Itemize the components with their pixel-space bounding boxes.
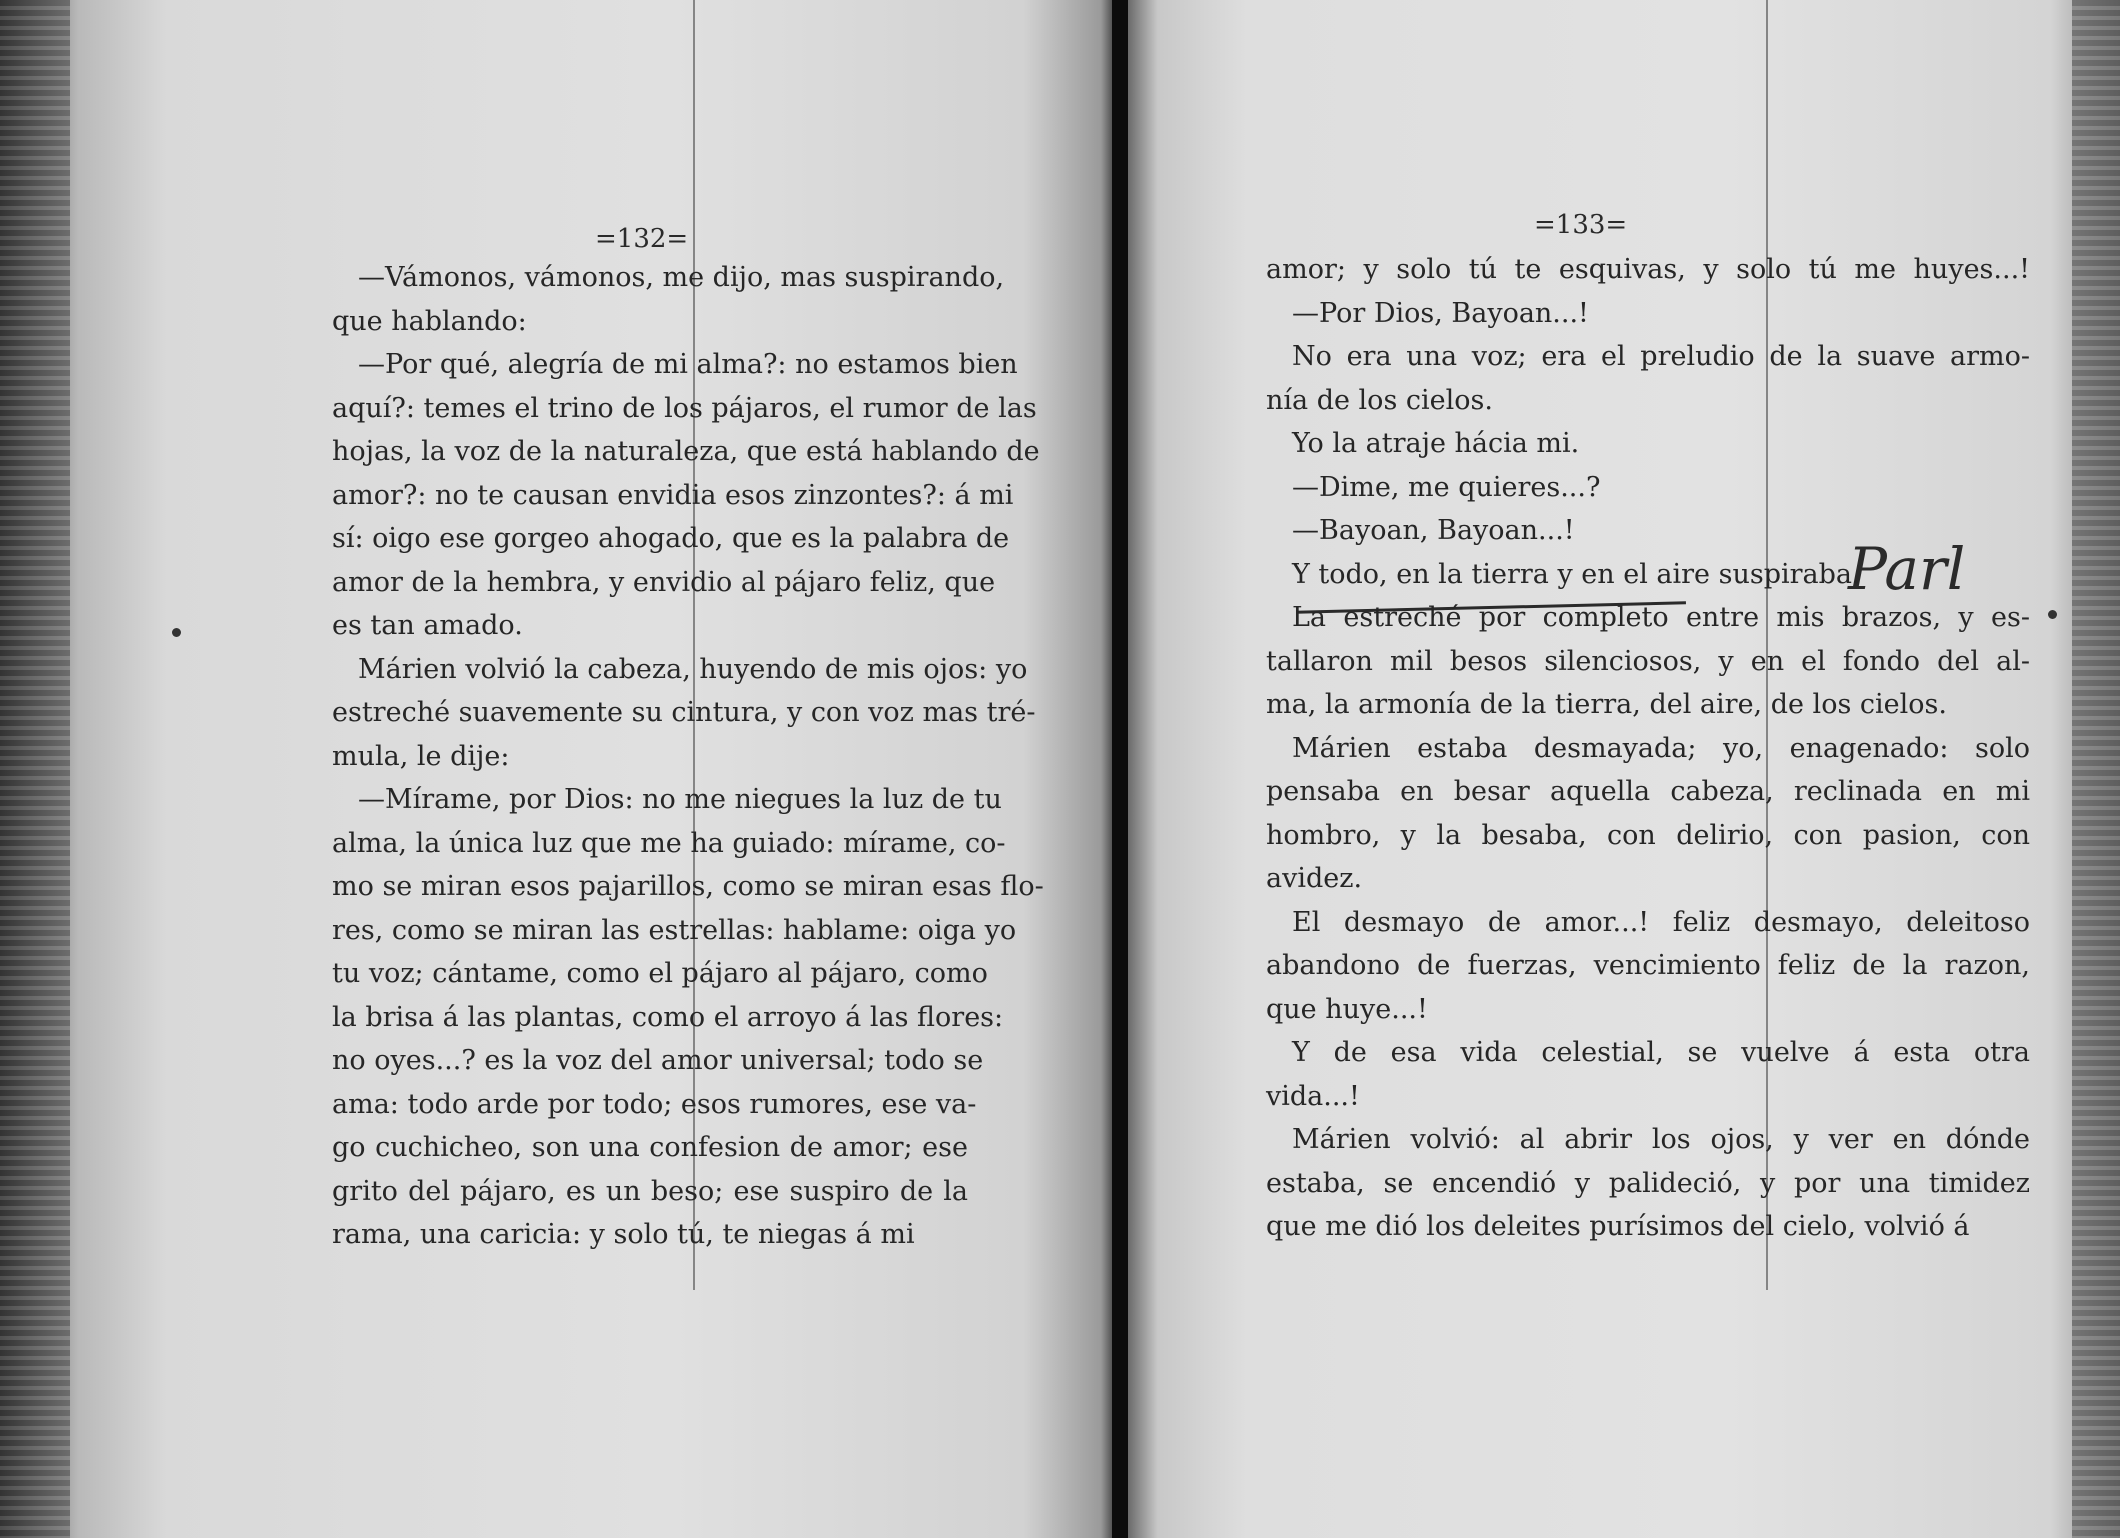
text-line: —Bayoan, Bayoan...! [1292, 515, 1575, 546]
text-line: go cuchicheo, son una confesion de amor; ese [332, 1132, 968, 1163]
text-line: No era una voz; era el preludio de la suave armo- [1292, 341, 2030, 372]
left-page-edge-shadow [0, 0, 70, 1538]
text-line: estreché suavemente su cintura, y con voz mas tré- [332, 697, 1036, 728]
right-page-edge-shadow [2072, 0, 2120, 1538]
text-line: La estreché por completo entre mis brazos, y es- [1292, 602, 2030, 633]
left-page-body [332, 256, 1044, 1257]
text-line: vida...! [1266, 1080, 1360, 1112]
book-gutter [1112, 0, 1128, 1538]
margin-speck [2048, 610, 2057, 619]
text-line: sí: oigo ese gorgeo ahogado, que es la palabra de [332, 523, 1010, 554]
text-line: Márien estaba desmayada; yo, enagenado: solo [1292, 732, 2030, 764]
text-line: pensaba en besar aquella cabeza, reclinada en mi [1266, 776, 2030, 807]
text-line: amor de la hembra, y envidio al pájaro feliz, que [332, 566, 996, 598]
text-line: —Mírame, por Dios: no me niegues la luz de tu [358, 784, 1002, 815]
text-line: es tan amado. [332, 610, 523, 641]
text-line: mula, le dije: [332, 740, 510, 772]
text-line: —Dime, me quieres...? [1292, 471, 1601, 503]
text-line: grito del pájaro, es un beso; ese suspiro de la [332, 1175, 968, 1207]
text-line: —Vámonos, vámonos, me dijo, mas suspirando, [358, 262, 1005, 293]
text-line: abandono de fuerzas, vencimiento feliz de la razon, [1266, 950, 2030, 981]
text-line: ama: todo arde por todo; esos rumores, ese va- [332, 1088, 977, 1120]
text-line: Y todo, en la tierra y en el aire suspiraba. [1292, 558, 1861, 590]
text-line: hombro, y la besaba, con delirio, con pasion, con [1266, 819, 2030, 851]
text-line: estaba, se encendió y palideció, y por una timidez [1266, 1167, 2030, 1199]
text-line: avidez. [1266, 863, 1363, 894]
text-line: nía de los cielos. [1266, 384, 1493, 416]
text-line: Márien volvió la cabeza, huyendo de mis ojos: yo [358, 653, 1028, 685]
text-line: amor; y solo tú te esquivas, y solo tú me huyes...! [1266, 254, 2030, 285]
text-line: —Por qué, alegría de mi alma?: no estamos bien [358, 349, 1018, 380]
text-line: la brisa á las plantas, como el arroyo á las flores: [332, 1001, 1004, 1033]
page-number-left: =132= [595, 224, 689, 254]
text-line: tu voz; cántame, como el pájaro al pájaro, como [332, 958, 988, 989]
text-line: mo se miran esos pajarillos, como se miran esas flo- [332, 871, 1044, 902]
page-number-right: =133= [1534, 210, 1628, 240]
margin-handwritten-note: Parl [1848, 535, 1966, 603]
text-line: Y de esa vida celestial, se vuelve á esta otra [1292, 1037, 2030, 1068]
text-line: Márien volvió: al abrir los ojos, y ver en dónde [1292, 1124, 2030, 1155]
right-page-body [1266, 248, 2030, 1249]
text-line: —Por Dios, Bayoan...! [1292, 297, 1589, 329]
text-line: tallaron mil besos silenciosos, y en el fondo del al- [1266, 645, 2030, 677]
text-line: res, como se miran las estrellas: hablame: oiga yo [332, 914, 1017, 946]
text-line: Yo la atraje hácia mi. [1292, 428, 1580, 459]
text-line: que huye...! [1266, 993, 1428, 1025]
text-line: alma, la única luz que me ha guiado: mírame, co- [332, 827, 1006, 859]
text-line: ma, la armonía de la tierra, del aire, de los cielos. [1266, 689, 1947, 720]
text-line: hojas, la voz de la naturaleza, que está hablando de [332, 436, 1040, 467]
text-line: aquí?: temes el trino de los pájaros, el rumor de las [332, 392, 1037, 424]
text-line: que hablando: [332, 305, 527, 337]
text-line: El desmayo de amor...! feliz desmayo, deleitoso [1292, 906, 2030, 938]
right-page [1128, 0, 2120, 1538]
text-line: que me dió los deleites purísimos del cielo, volvió á [1266, 1211, 1970, 1242]
margin-speck [172, 628, 181, 637]
text-line: no oyes...? es la voz del amor universal; todo se [332, 1045, 984, 1076]
text-line: rama, una caricia: y solo tú, te niegas á mi [332, 1219, 915, 1250]
text-line: amor?: no te causan envidia esos zinzontes?: á mi [332, 479, 1014, 511]
